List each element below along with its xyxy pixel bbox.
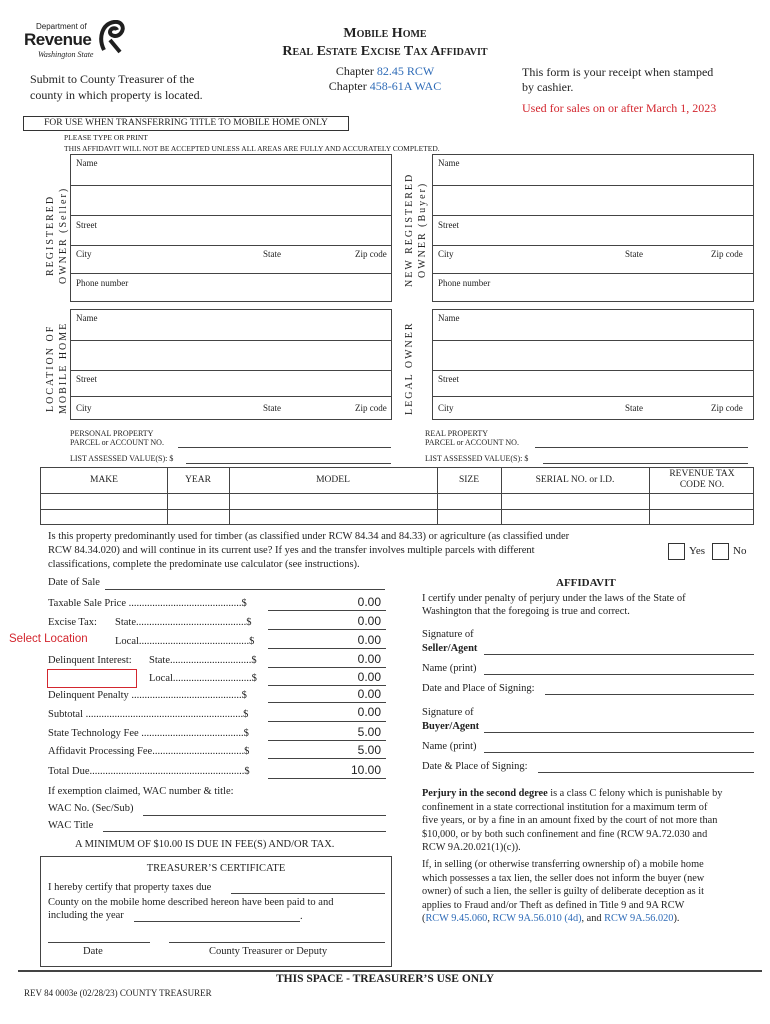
personal-parcel-field[interactable] <box>178 447 391 448</box>
seller-sig-label-1: Signature of <box>422 629 474 640</box>
seller-sig-label-2: Seller/Agent <box>422 643 478 654</box>
real-assessed-field[interactable] <box>543 463 748 464</box>
col-size: SIZE <box>458 475 480 485</box>
col-year: YEAR <box>185 475 211 485</box>
date-of-sale-label: Date of Sale <box>48 577 100 588</box>
please-type: PLEASE TYPE OR PRINT <box>64 133 148 142</box>
buyer-signature-field[interactable] <box>484 732 754 733</box>
rcw-9-45-060-link[interactable]: RCW 9.45.060 <box>425 913 488 924</box>
lien-line4: applies to Fraud and/or Theft as defined in Title 9 and 9A RCW <box>422 899 685 911</box>
rcw-9a-56-020-link[interactable]: RCW 9A.56.020 <box>604 913 674 924</box>
buyer-city-label: City <box>438 249 454 259</box>
transfer-only-box: FOR USE WHEN TRANSFERRING TITLE TO MOBILE HOME ONLY <box>23 116 349 131</box>
location-city-label: City <box>76 403 92 413</box>
legal-city-label: City <box>438 403 454 413</box>
buyer-street-label: Street <box>438 220 459 230</box>
seller-state-label: State <box>263 249 281 259</box>
location-name-label: Name <box>76 313 98 323</box>
lien-and: , and <box>581 913 605 924</box>
logo-line3: Washington State <box>38 50 94 59</box>
buyer-box <box>432 154 754 302</box>
exemption-label: If exemption claimed, WAC number & title: <box>48 786 234 797</box>
wac-title-field[interactable] <box>103 831 386 832</box>
title-line1: Mobile Home <box>343 26 427 41</box>
wac-no-field[interactable] <box>143 815 386 816</box>
location-state-label: State <box>263 403 281 413</box>
no-label: No <box>733 545 747 557</box>
no-checkbox[interactable] <box>712 543 729 560</box>
wac-title-label: WAC Title <box>48 820 94 831</box>
treasurer-certificate: TREASURER’S CERTIFICATE I hereby certify that property taxes due County on the mobile home described hereon have been paid to and including the year . Date County Treasurer or Deputy <box>40 856 392 967</box>
form-title <box>230 26 540 60</box>
di-state-label: State...............................$ <box>149 655 257 666</box>
treasurer-sign-field[interactable] <box>169 942 385 943</box>
treasurer-date-label: Date <box>83 946 103 957</box>
chapter-ref-1 <box>325 64 445 79</box>
delinquent-penalty-value[interactable]: 0.00 <box>357 687 381 701</box>
buyer-section-label: NEW REGISTERED OWNER (Buyer) <box>404 172 428 288</box>
buyer-state-label: State <box>625 249 643 259</box>
excise-tax-label: Excise Tax: <box>48 617 97 628</box>
buyer-name-label: Name <box>438 158 460 168</box>
buyer-date-place-field[interactable] <box>538 772 754 773</box>
yes-checkbox[interactable] <box>668 543 685 560</box>
receipt-line2: by cashier. <box>522 80 574 94</box>
chapter1-prefix: Chapter <box>335 64 377 78</box>
chapter2-prefix: Chapter <box>328 79 370 93</box>
logo-line2: Revenue <box>24 30 92 49</box>
treasurer-line3: including the year <box>48 910 124 921</box>
logo-mark-icon <box>96 20 126 54</box>
legal-name-label: Name <box>438 313 460 323</box>
timber-line3: classifications, complete the predominate use calculator (see instructions). <box>48 559 360 570</box>
used-for-date: Used for sales on or after March 1, 2023 <box>522 101 717 115</box>
timber-line1: Is this property predominantly used for timber (as classified under RCW 84.34 and 84.33) or agriculture (as classified under <box>48 531 570 542</box>
seller-name-print-field[interactable] <box>484 674 754 675</box>
excise-state-value[interactable]: 0.00 <box>357 614 381 628</box>
di-local-value[interactable]: 0.00 <box>357 670 381 684</box>
perjury-notice <box>422 787 762 855</box>
personal-parcel-label-1: PERSONAL PROPERTY <box>70 429 154 438</box>
seller-phone-label: Phone number <box>76 278 129 288</box>
not-accepted-note: THIS AFFIDAVIT WILL NOT BE ACCEPTED UNLESS ALL AREAS ARE FULLY AND ACCURATELY COMPLETED. <box>64 144 440 153</box>
submit-line2: county in which property is located. <box>30 88 203 102</box>
legal-street-label: Street <box>438 374 459 384</box>
real-parcel-field[interactable] <box>535 447 748 448</box>
location-street-label: Street <box>76 374 97 384</box>
treasurer-line2: County on the mobile home described hereon have been paid to and <box>48 897 334 908</box>
timber-question <box>48 530 668 572</box>
total-due-label: Total Due...........................................................$ <box>48 766 250 777</box>
processing-fee-label: Affidavit Processing Fee...................................$ <box>48 746 250 757</box>
location-box <box>70 309 392 420</box>
minimum-due-note: A MINIMUM OF $10.00 IS DUE IN FEE(S) AND/OR TAX. <box>75 839 335 850</box>
di-local-label: Local..............................$ <box>149 673 257 684</box>
buyer-sig-label-1: Signature of <box>422 707 474 718</box>
tech-fee-value[interactable]: 5.00 <box>357 725 381 739</box>
legal-state-label: State <box>625 403 643 413</box>
personal-assessed-label: LIST ASSESSED VALUE(S): $ <box>70 454 174 463</box>
lien-line1: If, in selling (or otherwise transferring ownership of) a mobile home <box>422 859 704 870</box>
seller-section-label: REGISTERED OWNER (Seller) <box>45 186 69 284</box>
title-line2: Real Estate Excise Tax Affidavit <box>282 44 488 59</box>
treasurer-sign-label: County Treasurer or Deputy <box>209 946 328 957</box>
submit-instruction <box>30 71 203 103</box>
real-parcel-label-2: PARCEL or ACCOUNT NO. <box>425 438 519 447</box>
perjury-bold: Perjury in the second degree <box>422 788 548 799</box>
seller-name-print-label: Name (print) <box>422 663 477 674</box>
personal-assessed-field[interactable] <box>186 463 391 464</box>
yes-label: Yes <box>689 545 706 557</box>
chapter-ref-2 <box>315 79 455 94</box>
legal-zip-label: Zip code <box>711 403 743 413</box>
location-section-label: LOCATION OF MOBILE HOME <box>45 321 69 415</box>
rcw-9a-56-010-link[interactable]: RCW 9A.56.010 (4d) <box>492 913 582 924</box>
certify-line1: I certify under penalty of perjury under the laws of the State of <box>422 593 686 604</box>
di-state-value[interactable]: 0.00 <box>357 652 381 666</box>
logo-line1: Department of <box>36 22 87 31</box>
dor-logo <box>22 20 126 62</box>
col-model: MODEL <box>316 475 350 485</box>
total-due-value[interactable]: 10.00 <box>350 763 381 777</box>
submit-line1: Submit to County Treasurer of the <box>30 72 195 86</box>
seller-date-place-field[interactable] <box>545 694 754 695</box>
location-zip-label: Zip code <box>355 403 387 413</box>
excise-state-label: State..........................................$ <box>115 617 252 628</box>
wac-link[interactable]: 458-61A WAC <box>369 79 442 93</box>
treasurer-use-only: THIS SPACE - TREASURER’S USE ONLY <box>275 973 495 985</box>
perjury-line4: $10,000, or by both such confinement and fine (RCW 9A.72.030 and <box>422 828 708 840</box>
timber-line2: RCW 84.34.020) and will continue in its current use? If yes and the transfer involves multiple parcels with different <box>48 545 535 556</box>
treasurer-date-field[interactable] <box>48 942 150 943</box>
receipt-note <box>522 65 713 95</box>
lien-line2: which possesses a tax lien, the seller does not inform the buyer (new <box>422 872 705 884</box>
taxable-label: Taxable Sale Price ...........................................$ <box>48 598 247 609</box>
receipt-line1: This form is your receipt when stamped <box>522 65 714 79</box>
tech-fee-label: State Technology Fee .......................................$ <box>48 728 249 739</box>
certify-line2: Washington that the foregoing is true and correct. <box>422 606 630 617</box>
rcw-link[interactable]: 82.45 RCW <box>376 64 435 78</box>
wac-no-label: WAC No. (Sec/Sub) <box>48 803 134 814</box>
seller-zip-label: Zip code <box>355 249 387 259</box>
taxable-value[interactable]: 0.00 <box>357 595 381 609</box>
seller-signature-field[interactable] <box>484 654 754 655</box>
legal-owner-box <box>432 309 754 420</box>
lien-line3: owner) of such a lien, the seller is guilty of deliberate deception as it <box>422 886 704 897</box>
date-of-sale-field[interactable] <box>105 589 385 590</box>
personal-parcel-label-2: PARCEL or ACCOUNT NO. <box>70 438 164 447</box>
treasurer-line1: I hereby certify that property taxes due <box>48 882 212 893</box>
real-assessed-label: LIST ASSESSED VALUE(S): $ <box>425 454 529 463</box>
form-id: REV 84 0003e (02/28/23) COUNTY TREASURER <box>24 988 212 998</box>
excise-local-value[interactable]: 0.00 <box>357 633 381 647</box>
buyer-zip-label: Zip code <box>711 249 743 259</box>
tax-lien-notice: If, in selling (or otherwise transferring ownership of) a mobile home which possesses a tax lien, the seller does not inform the buyer (new owner) of such a lien, the seller is guilty of deliberate deception as it applies to Fraud and/or Theft as defined in Title 9 and 9A RCW (RCW 9.45.060, RCW 9A.56.010 (4d), and RCW 9A.56.020). <box>422 858 762 926</box>
footer-divider <box>18 970 762 972</box>
mobile-home-table <box>40 467 754 525</box>
col-revenue-code: REVENUE TAX CODE NO. <box>669 469 735 490</box>
seller-city-label: City <box>76 249 92 259</box>
location-select-field[interactable] <box>47 669 137 688</box>
col-serial: SERIAL NO. or I.D. <box>535 475 615 485</box>
col-make: MAKE <box>90 475 118 485</box>
subtotal-label: Subtotal ............................................................$ <box>48 709 249 720</box>
real-parcel-label-1: REAL PROPERTY <box>425 429 489 438</box>
perjury-line1: is a class C felony which is punishable by <box>547 788 723 799</box>
treasurer-county-field[interactable] <box>231 893 385 894</box>
perjury-line5: RCW 9A.20.021(1)(c)). <box>422 842 521 853</box>
seller-date-place-label: Date and Place of Signing: <box>422 683 535 694</box>
subtotal-value[interactable]: 0.00 <box>357 705 381 719</box>
excise-local-label: Local..........................................$ <box>115 636 255 647</box>
buyer-sig-label-2: Buyer/Agent <box>422 721 480 732</box>
buyer-name-print-label: Name (print) <box>422 741 477 752</box>
delinquent-interest-label: Delinquent Interest: <box>48 655 132 666</box>
buyer-date-place-label: Date & Place of Signing: <box>422 761 528 772</box>
seller-name-label: Name <box>76 158 98 168</box>
affidavit-title: AFFIDAVIT <box>556 577 616 589</box>
seller-street-label: Street <box>76 220 97 230</box>
perjury-line2: confinement in a state correctional institution for a maximum term of <box>422 801 708 813</box>
legal-owner-label: LEGAL OWNER <box>404 321 415 415</box>
buyer-phone-label: Phone number <box>438 278 491 288</box>
processing-fee-value[interactable]: 5.00 <box>357 743 381 757</box>
buyer-name-print-field[interactable] <box>484 752 754 753</box>
select-location-link[interactable]: Select Location <box>9 633 88 645</box>
perjury-line3: five years, or by a fine in an amount fixed by the court of not more than <box>422 815 718 826</box>
treasurer-title: TREASURER’S CERTIFICATE <box>146 863 286 874</box>
delinquent-penalty-label: Delinquent Penalty ..........................................$ <box>48 690 247 701</box>
seller-box <box>70 154 392 302</box>
treasurer-year-field[interactable] <box>134 921 300 922</box>
